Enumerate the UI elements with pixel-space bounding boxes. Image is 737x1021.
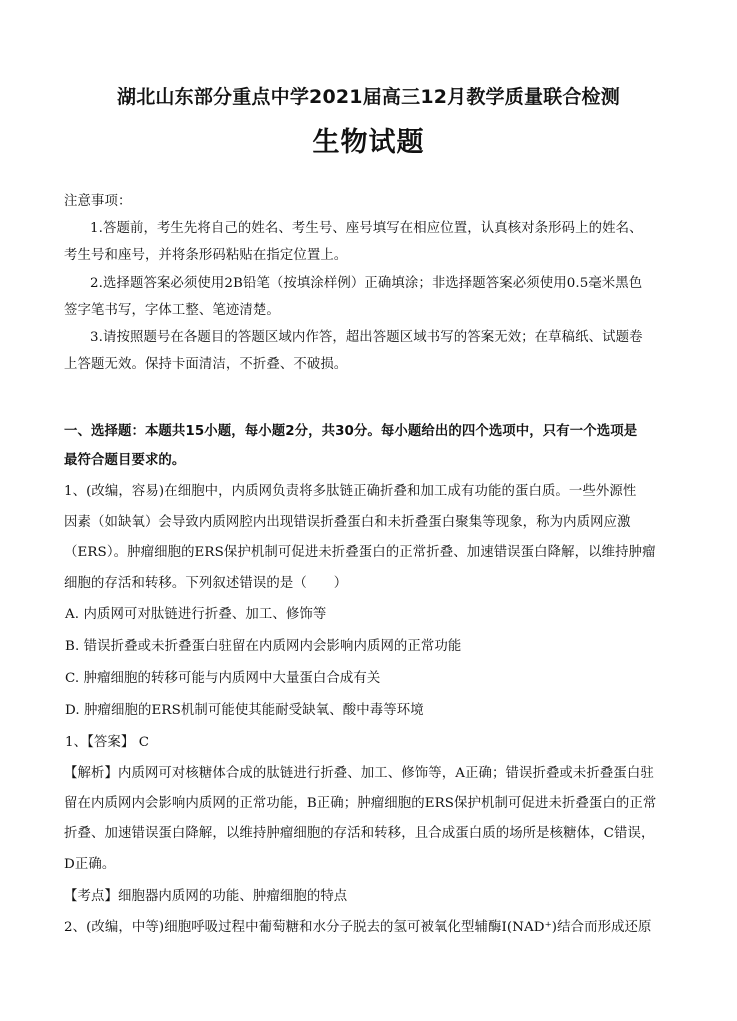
notice-item-1-line-1: 1.答题前，考生先将自己的姓名、考生号、座号填写在相应位置，认真核对条形码上的姓名、: [90, 221, 643, 236]
question-1-option-b: B. 错误折叠或未折叠蛋白驻留在内质网内会影响内质网的正常功能: [65, 639, 462, 654]
question-1-option-c: C. 肿瘤细胞的转移可能与内质网中大量蛋白合成有关: [65, 671, 381, 686]
question-1-stem-line-4: 细胞的存活和转移。下列叙述错误的是（ ）: [64, 576, 348, 591]
notice-item-2-line-2: 签字笔书写，字体工整、笔迹清楚。: [64, 303, 280, 318]
notice-item-1-line-2: 考生号和座号，并将条形码粘贴在指定位置上。: [64, 248, 348, 263]
notice-item-3-line-2: 上答题无效。保持卡面清洁，不折叠、不破损。: [64, 357, 348, 372]
notice-item-3-line-1: 3.请按照题号在各题目的答题区域内作答，超出答题区域书写的答案无效；在草稿纸、试题卷: [90, 330, 643, 345]
section-heading-line-1: 一、选择题：本题共15小题，每小题2分，共30分。每小题给出的四个选项中，只有一个选项是: [64, 424, 638, 439]
question-2-stem-line-1: 2、(改编，中等)细胞呼吸过程中葡萄糖和水分子脱去的氢可被氧化型辅酶Ⅰ(NAD⁺)结合而形成还原: [64, 920, 652, 935]
question-1-option-a: A. 内质网可对肽链进行折叠、加工、修饰等: [65, 607, 327, 622]
question-1-stem-line-1: 1、(改编，容易)在细胞中，内质网负责将多肽链正确折叠和加工成有功能的蛋白质。一些外源性: [64, 484, 637, 499]
question-1-stem-line-3: （ERS）。肿瘤细胞的ERS保护机制可促进未折叠蛋白的正常折叠、加速错误蛋白降解，以维持肿瘤: [64, 545, 656, 560]
question-1-analysis-line-4: D正确。: [64, 857, 116, 872]
question-1-kaodian: 【考点】细胞器内质网的功能、肿瘤细胞的特点: [64, 889, 348, 904]
question-1-stem-line-2: 因素（如缺氧）会导致内质网腔内出现错误折叠蛋白和未折叠蛋白聚集等现象，称为内质网应激: [64, 515, 631, 530]
section-heading-line-2: 最符合题目要求的。: [64, 453, 186, 468]
question-1-option-d: D. 肿瘤细胞的ERS机制可能使其能耐受缺氧、酸中毒等环境: [65, 703, 424, 718]
document-subtitle: 生物试题: [312, 127, 425, 158]
document-title: 湖北山东部分重点中学2021届高三12月教学质量联合检测: [117, 86, 620, 108]
question-1-analysis-line-2: 留在内质网内会影响内质网的正常功能，B正确；肿瘤细胞的ERS保护机制可促进未折叠蛋白的正常: [64, 796, 657, 811]
question-1-analysis-line-1: 【解析】内质网可对核糖体合成的肽链进行折叠、加工、修饰等，A正确；错误折叠或未折叠蛋白驻: [64, 766, 654, 781]
notice-heading: 注意事项：: [64, 194, 132, 209]
question-1-analysis-line-3: 折叠、加速错误蛋白降解，以维持肿瘤细胞的存活和转移，且合成蛋白质的场所是核糖体，C错误，: [64, 826, 655, 841]
question-1-answer: 1、【答案】 C: [65, 735, 150, 750]
notice-item-2-line-1: 2.选择题答案必须使用2B铅笔（按填涂样例）正确填涂；非选择题答案必须使用0.5毫米黑色: [90, 276, 643, 291]
